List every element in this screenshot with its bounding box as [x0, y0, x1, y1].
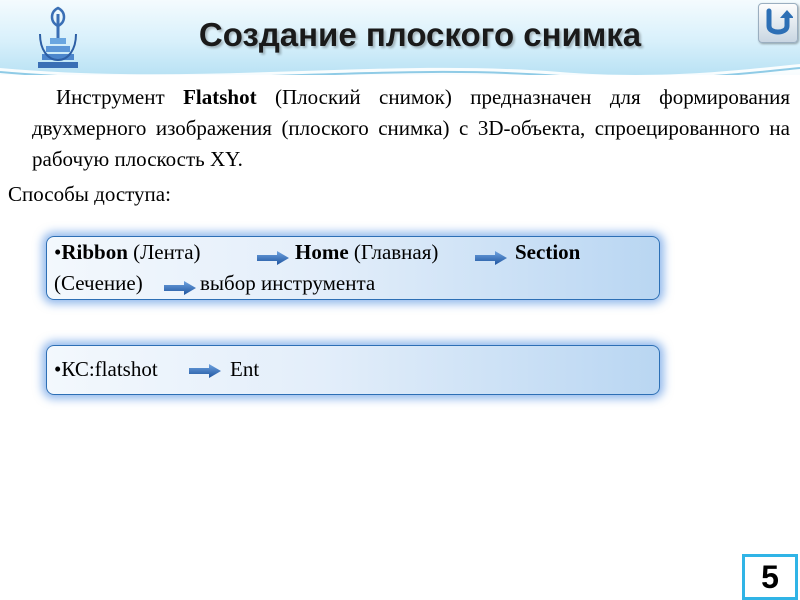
slide-title: Создание плоского снимка — [198, 16, 642, 53]
enter-key-label: Ent — [230, 357, 260, 381]
access-method-command — [46, 345, 660, 395]
access-methods-label: Способы доступа: — [8, 182, 171, 206]
tool-name: Flatshot — [183, 85, 257, 109]
intro-suffix: (Плоский снимок) предназначен для формирования двухмерного изображения (плоского снимка) с 3D-объекта, спроецированного на рабочую плоскость XY. — [32, 85, 790, 171]
slide-header — [0, 0, 800, 75]
header-wave-decoration — [0, 58, 800, 75]
section-label: Section — [515, 240, 581, 264]
bullet: • — [54, 357, 62, 381]
home-ru-label: (Главная) — [348, 240, 439, 264]
choose-tool-label: выбор инструмента — [200, 271, 376, 295]
page-number — [742, 554, 798, 600]
right-arrow-icon — [475, 251, 507, 265]
right-arrow-icon — [257, 251, 289, 265]
page-number-value: 5 — [745, 557, 795, 597]
ribbon-label: Ribbon — [61, 240, 128, 264]
access-method-ribbon — [46, 236, 660, 300]
home-label: Home — [295, 240, 349, 264]
university-logo — [34, 4, 82, 72]
back-arrow-icon — [763, 7, 793, 39]
command-label: КС:flatshot — [61, 357, 158, 381]
intro-paragraph — [32, 82, 790, 175]
ribbon-ru-label: (Лента) — [127, 240, 201, 264]
right-arrow-icon — [164, 281, 196, 295]
section-ru-label: (Сечение) — [54, 271, 143, 295]
back-button[interactable] — [758, 3, 798, 43]
intro-prefix: Инструмент — [56, 85, 184, 109]
right-arrow-icon — [189, 364, 221, 378]
bullet: • — [54, 240, 62, 264]
